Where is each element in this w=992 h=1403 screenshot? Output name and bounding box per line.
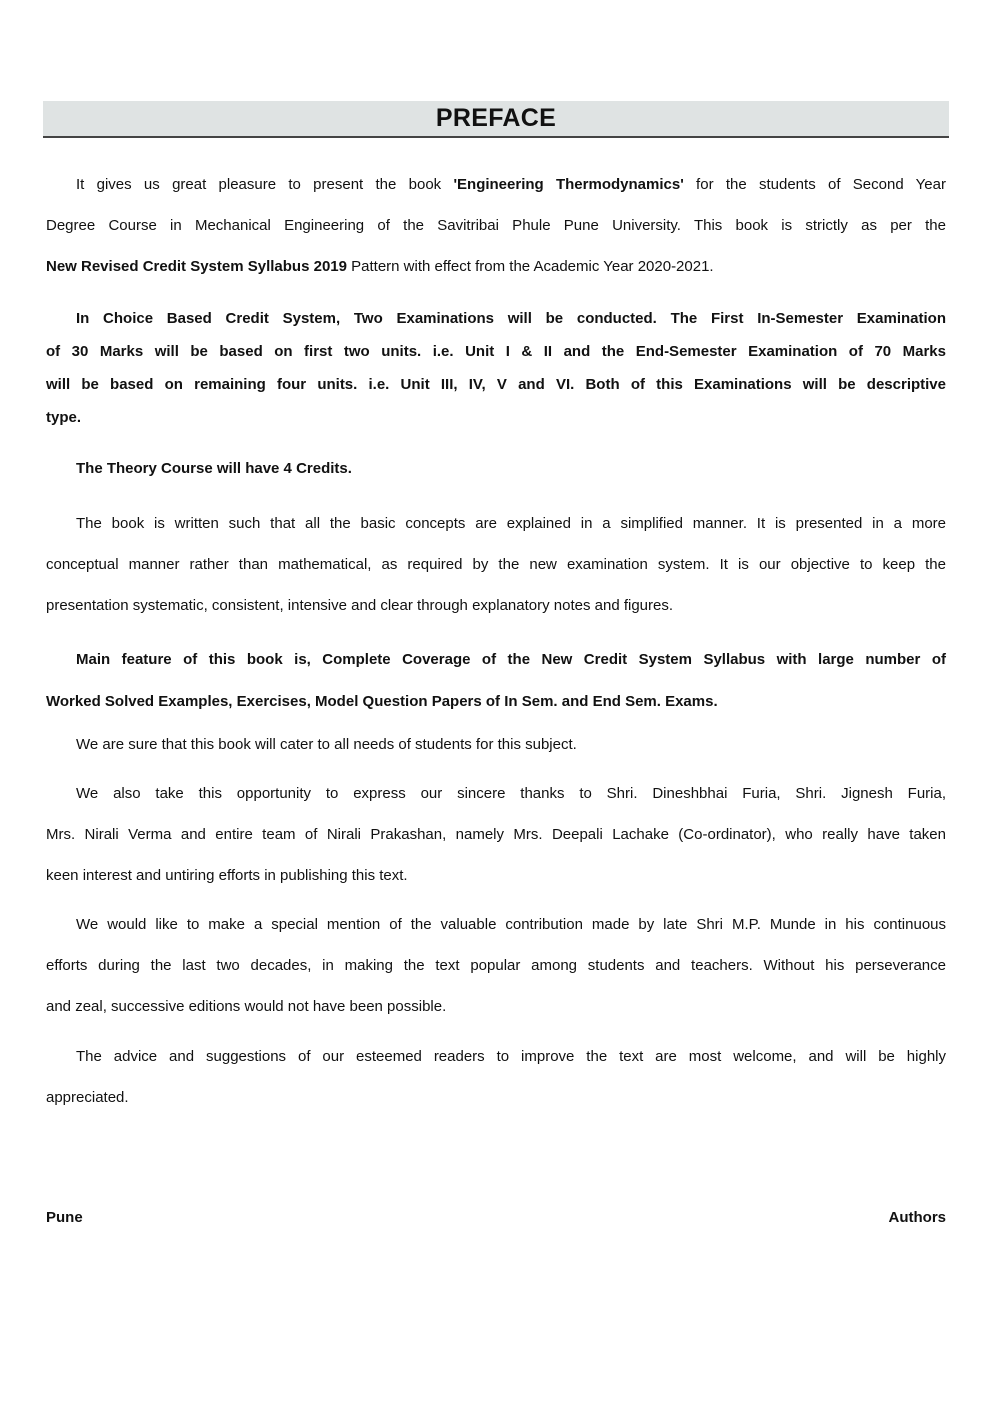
text-line <box>46 164 946 205</box>
paragraph <box>46 638 946 722</box>
paragraph <box>46 728 946 761</box>
text-span: We would like to make a special mention of the valuable contribution made by late Shri M.P. Munde in his continuous <box>76 916 946 933</box>
text-line <box>46 945 946 986</box>
text-line <box>46 302 946 335</box>
text-line <box>46 855 946 896</box>
text-line <box>46 205 946 246</box>
paragraph <box>46 302 946 434</box>
text-line <box>46 904 946 945</box>
text-span: Worked Solved Examples, Exercises, Model Question Papers of In Sem. and End Sem. Exams. <box>46 692 718 710</box>
text-line <box>46 638 946 680</box>
signature-authors: Authors <box>888 1209 946 1226</box>
text-span: appreciated. <box>46 1089 129 1106</box>
text-line <box>46 585 946 626</box>
text-line <box>46 680 946 722</box>
signature-place: Pune <box>46 1209 83 1226</box>
text-span: type. <box>46 409 82 426</box>
text-line <box>46 544 946 585</box>
text-span: Main feature of this book is, Complete Coverage of the New Credit System Syllabus with large number of <box>76 650 946 668</box>
text-line <box>46 401 946 434</box>
text-line <box>46 335 946 368</box>
text-span: In Choice Based Credit System, Two Examinations will be conducted. The First In-Semester Examination <box>76 310 946 327</box>
paragraph <box>46 904 946 1027</box>
text-line <box>46 368 946 401</box>
text-span: Mrs. Nirali Verma and entire team of Nirali Prakashan, namely Mrs. Deepali Lachake (Co-ordinator), who really have taken <box>46 826 946 843</box>
paragraph <box>46 773 946 896</box>
text-span: We are sure that this book will cater to all needs of students for this subject. <box>76 736 577 753</box>
page-title: PREFACE <box>435 104 557 132</box>
bold-text: New Revised Credit System Syllabus 2019 <box>46 258 347 275</box>
text-line <box>46 1077 946 1118</box>
text-span: We also take this opportunity to express our sincere thanks to Shri. Dineshbhai Furia, Shri. Jignesh Furia, <box>76 785 946 802</box>
text-span: of 30 Marks will be based on first two units. i.e. Unit I & II and the End-Semester Examination of 70 Marks <box>46 343 946 360</box>
text-span: efforts during the last two decades, in making the text popular among students and teachers. Without his perseverance <box>46 957 946 974</box>
paragraph <box>46 164 946 287</box>
text-span: for the students of Second Year <box>683 176 946 193</box>
paragraph <box>46 1036 946 1118</box>
text-span: Pattern with effect from the Academic Year 2020-2021. <box>346 258 714 275</box>
text-span: It gives us great pleasure to present the book <box>76 176 454 193</box>
text-line <box>46 773 946 814</box>
paragraph <box>46 452 946 485</box>
text-span: Degree Course in Mechanical Engineering of the Savitribai Phule Pune University. This book is strictly as per the <box>46 217 946 234</box>
text-span: The Theory Course will have 4 Credits. <box>76 460 352 477</box>
text-span: keen interest and untiring efforts in publishing this text. <box>46 867 408 884</box>
text-span: presentation systematic, consistent, intensive and clear through explanatory notes and figures. <box>46 597 674 614</box>
text-line <box>46 814 946 855</box>
text-line <box>46 986 946 1027</box>
text-line <box>46 728 946 761</box>
paragraph <box>46 503 946 626</box>
text-span: will be based on remaining four units. i.e. Unit III, IV, V and VI. Both of this Examinations will be descriptive <box>46 376 946 393</box>
text-line <box>46 452 946 485</box>
text-span: conceptual manner rather than mathematical, as required by the new examination system. It is our objective to keep the <box>46 556 946 573</box>
text-line <box>46 246 946 287</box>
text-span: The advice and suggestions of our esteemed readers to improve the text are most welcome, and will be highly <box>76 1048 946 1065</box>
bold-text: 'Engineering Thermodynamics' <box>453 176 684 193</box>
text-line <box>46 1036 946 1077</box>
text-line <box>46 503 946 544</box>
text-span: and zeal, successive editions would not have been possible. <box>46 998 447 1015</box>
text-span: The book is written such that all the basic concepts are explained in a simplified manner. It is presented in a more <box>76 515 946 532</box>
preface-title-bar <box>43 101 949 138</box>
